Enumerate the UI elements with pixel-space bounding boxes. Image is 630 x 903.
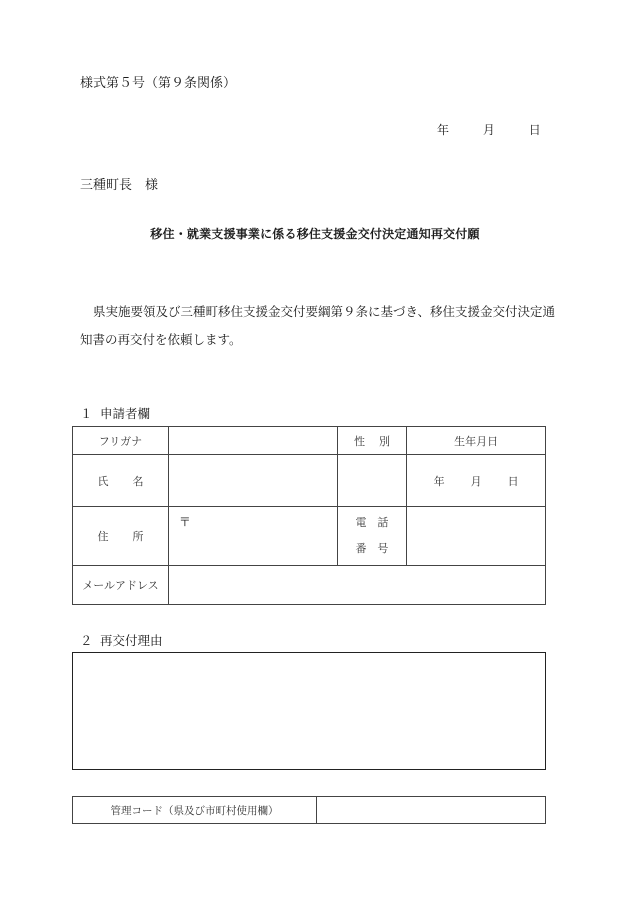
admin-code-label: 管理コード（県及び市町村使用欄） — [73, 797, 317, 824]
request-statement — [80, 298, 555, 354]
submission-date — [437, 121, 541, 138]
request-statement-text: 県実施要領及び三種町移住支援金交付要綱第９条に基づき、移住支援金交付決定通知書の再交付を依頼します。 — [80, 304, 556, 347]
gender-label: 性 別 — [337, 427, 407, 455]
postal-mark: 〒 — [178, 515, 191, 529]
furigana-row — [73, 427, 546, 455]
name-field[interactable] — [168, 455, 337, 507]
date-month-label: 月 — [482, 123, 495, 137]
email-row — [73, 566, 546, 605]
furigana-field[interactable] — [168, 427, 337, 455]
gender-field[interactable] — [337, 455, 407, 507]
birthdate-label: 生年月日 — [407, 427, 546, 455]
admin-code-table — [72, 796, 546, 824]
furigana-label: フリガナ — [73, 427, 169, 455]
birthdate-field[interactable]: 年 月 日 — [407, 455, 546, 507]
address-field[interactable] — [168, 507, 337, 566]
email-label: メールアドレス — [73, 566, 169, 605]
date-day-label: 日 — [528, 123, 541, 137]
name-row — [73, 455, 546, 507]
name-label: 氏 名 — [73, 455, 169, 507]
admin-code-field[interactable] — [317, 797, 546, 824]
address-label: 住 所 — [73, 507, 169, 566]
form-number: 様式第５号（第９条関係） — [80, 76, 237, 91]
date-year-label: 年 — [437, 123, 450, 137]
addressee: 三種町長 様 — [80, 178, 159, 193]
section-number: １ — [80, 406, 93, 421]
document-title: 移住・就業支援事業に係る移住支援金交付決定通知再交付願 — [150, 227, 480, 241]
admin-code-row — [73, 797, 546, 824]
section-applicant-heading — [80, 404, 150, 422]
phone-field[interactable] — [407, 507, 546, 566]
email-field[interactable] — [168, 566, 545, 605]
section-label: 再交付理由 — [100, 633, 163, 648]
section-reason-heading — [80, 631, 163, 649]
applicant-table — [72, 426, 546, 605]
reissue-reason-field[interactable] — [72, 652, 546, 770]
section-number: ２ — [80, 633, 93, 648]
address-row — [73, 507, 546, 566]
section-label: 申請者欄 — [100, 406, 151, 421]
phone-label: 電 話 番 号 — [337, 507, 407, 566]
